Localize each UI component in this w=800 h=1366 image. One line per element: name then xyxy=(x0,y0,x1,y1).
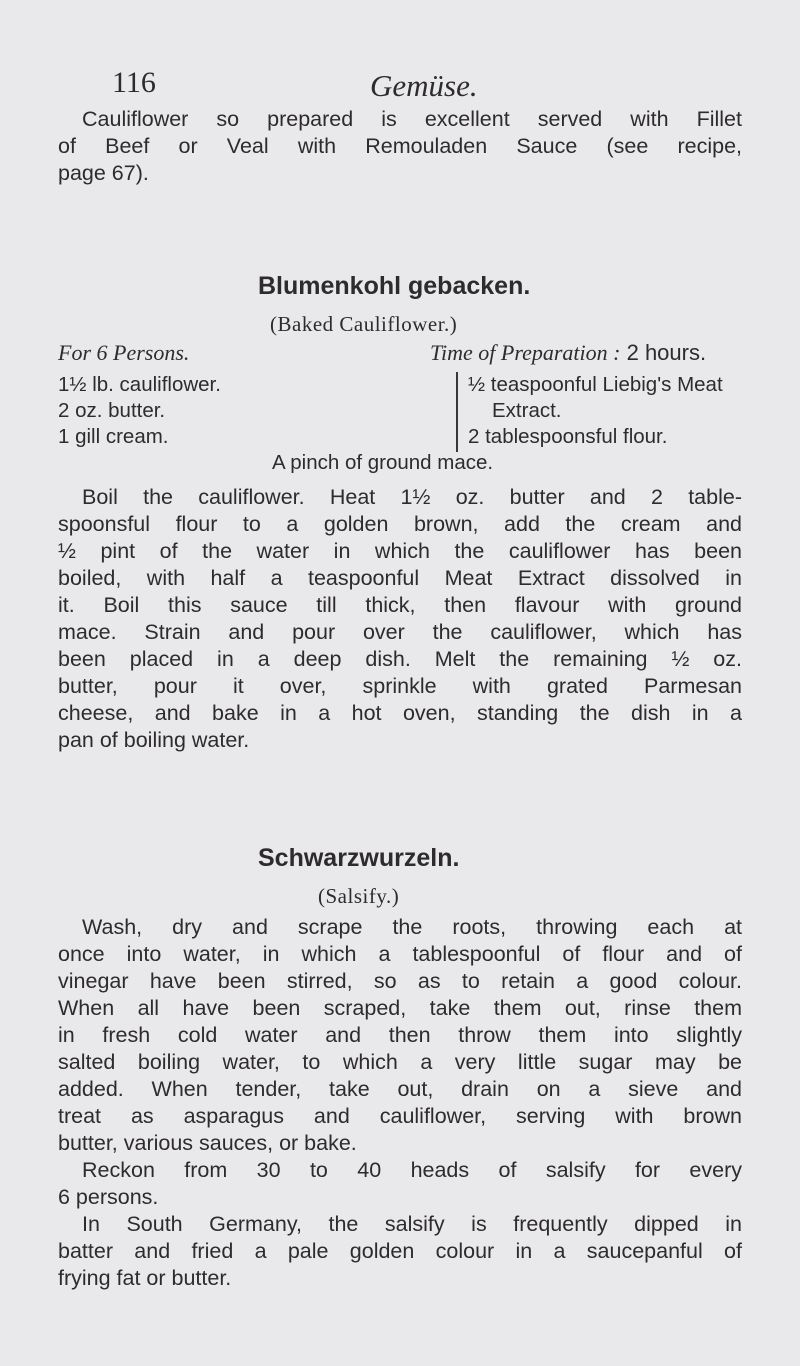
method-line: vinegar have been stirred, so as to retain a good colour. xyxy=(58,969,742,993)
ingredient: 2 tablespoonsful flour. xyxy=(468,425,668,448)
south-germany-line: frying fat or butter. xyxy=(58,1266,232,1290)
method-line: in fresh cold water and then throw them into slightly xyxy=(58,1023,742,1047)
method-line: When all have been scraped, take them out, rinse them xyxy=(58,996,742,1020)
salsify-south-germany-paragraph xyxy=(58,1211,742,1292)
ingredient: Extract. xyxy=(492,399,562,422)
ingredient: ½ teaspoonful Liebig's Meat xyxy=(468,373,723,396)
salsify-reckon-paragraph xyxy=(58,1157,742,1211)
time-of-preparation: Time of Preparation : 2 hours. xyxy=(430,340,707,365)
ingredients-divider xyxy=(456,372,458,452)
page-number: 116 xyxy=(112,66,156,99)
method-line: it. Boil this sauce till thick, then flavour with ground xyxy=(58,593,742,617)
recipe-subtitle-salsify: (Salsify.) xyxy=(318,884,400,908)
method-line: once into water, in which a tablespoonful of flour and of xyxy=(58,942,742,966)
salsify-method xyxy=(58,914,742,1157)
ingredient: 1½ lb. cauliflower. xyxy=(58,373,221,396)
ingredient-mace: A pinch of ground mace. xyxy=(272,451,494,474)
ingredient: 1 gill cream. xyxy=(58,425,169,448)
intro-line: of Beef or Veal with Remouladen Sauce (see recipe, xyxy=(58,134,742,158)
recipe-title-schwarzwurzeln: Schwarzwurzeln. xyxy=(258,844,460,872)
intro-line: page 67). xyxy=(58,161,149,185)
intro-paragraph xyxy=(58,106,742,187)
method-line: cheese, and bake in a hot oven, standing the dish in a xyxy=(58,701,742,725)
method-line: salted boiling water, to which a very little sugar may be xyxy=(58,1050,742,1074)
south-germany-line: In South Germany, the salsify is frequently dipped in xyxy=(82,1212,742,1236)
method-line: treat as asparagus and cauliflower, serving with brown xyxy=(58,1104,742,1128)
baked-cauliflower-method xyxy=(58,484,742,754)
method-line: mace. Strain and pour over the cauliflower, which has xyxy=(58,620,742,644)
method-line: boiled, with half a teaspoonful Meat Extract dissolved in xyxy=(58,566,742,590)
method-line: been placed in a deep dish. Melt the remaining ½ oz. xyxy=(58,647,742,671)
south-germany-line: batter and fried a pale golden colour in a saucepanful of xyxy=(58,1239,742,1263)
intro-line: Cauliflower so prepared is excellent served with Fillet xyxy=(82,107,742,131)
ingredient: 2 oz. butter. xyxy=(58,399,166,422)
recipe-title-blumenkohl: Blumenkohl gebacken. xyxy=(258,272,531,300)
method-line: butter, pour it over, sprinkle with grated Parmesan xyxy=(58,674,742,698)
recipe-subtitle-baked-cauliflower: (Baked Cauliflower.) xyxy=(270,312,458,336)
method-line: butter, various sauces, or bake. xyxy=(58,1131,357,1155)
ingredients-left-column xyxy=(58,372,221,450)
method-line: Boil the cauliflower. Heat 1½ oz. butter and 2 table- xyxy=(82,485,742,509)
method-line: pan of boiling water. xyxy=(58,728,250,752)
method-line: Wash, dry and scrape the roots, throwing each at xyxy=(82,915,742,939)
ingredients-right-column xyxy=(468,372,723,450)
method-line: spoonsful flour to a golden brown, add the cream and xyxy=(58,512,742,536)
running-header-title: Gemüse. xyxy=(370,68,478,103)
method-line: added. When tender, take out, drain on a sieve and xyxy=(58,1077,742,1101)
method-line: ½ pint of the water in which the cauliflower has been xyxy=(58,539,742,563)
servings-label: For 6 Persons. xyxy=(58,340,190,365)
reckon-line: 6 persons. xyxy=(58,1185,159,1209)
reckon-line: Reckon from 30 to 40 heads of salsify for every xyxy=(82,1158,742,1182)
